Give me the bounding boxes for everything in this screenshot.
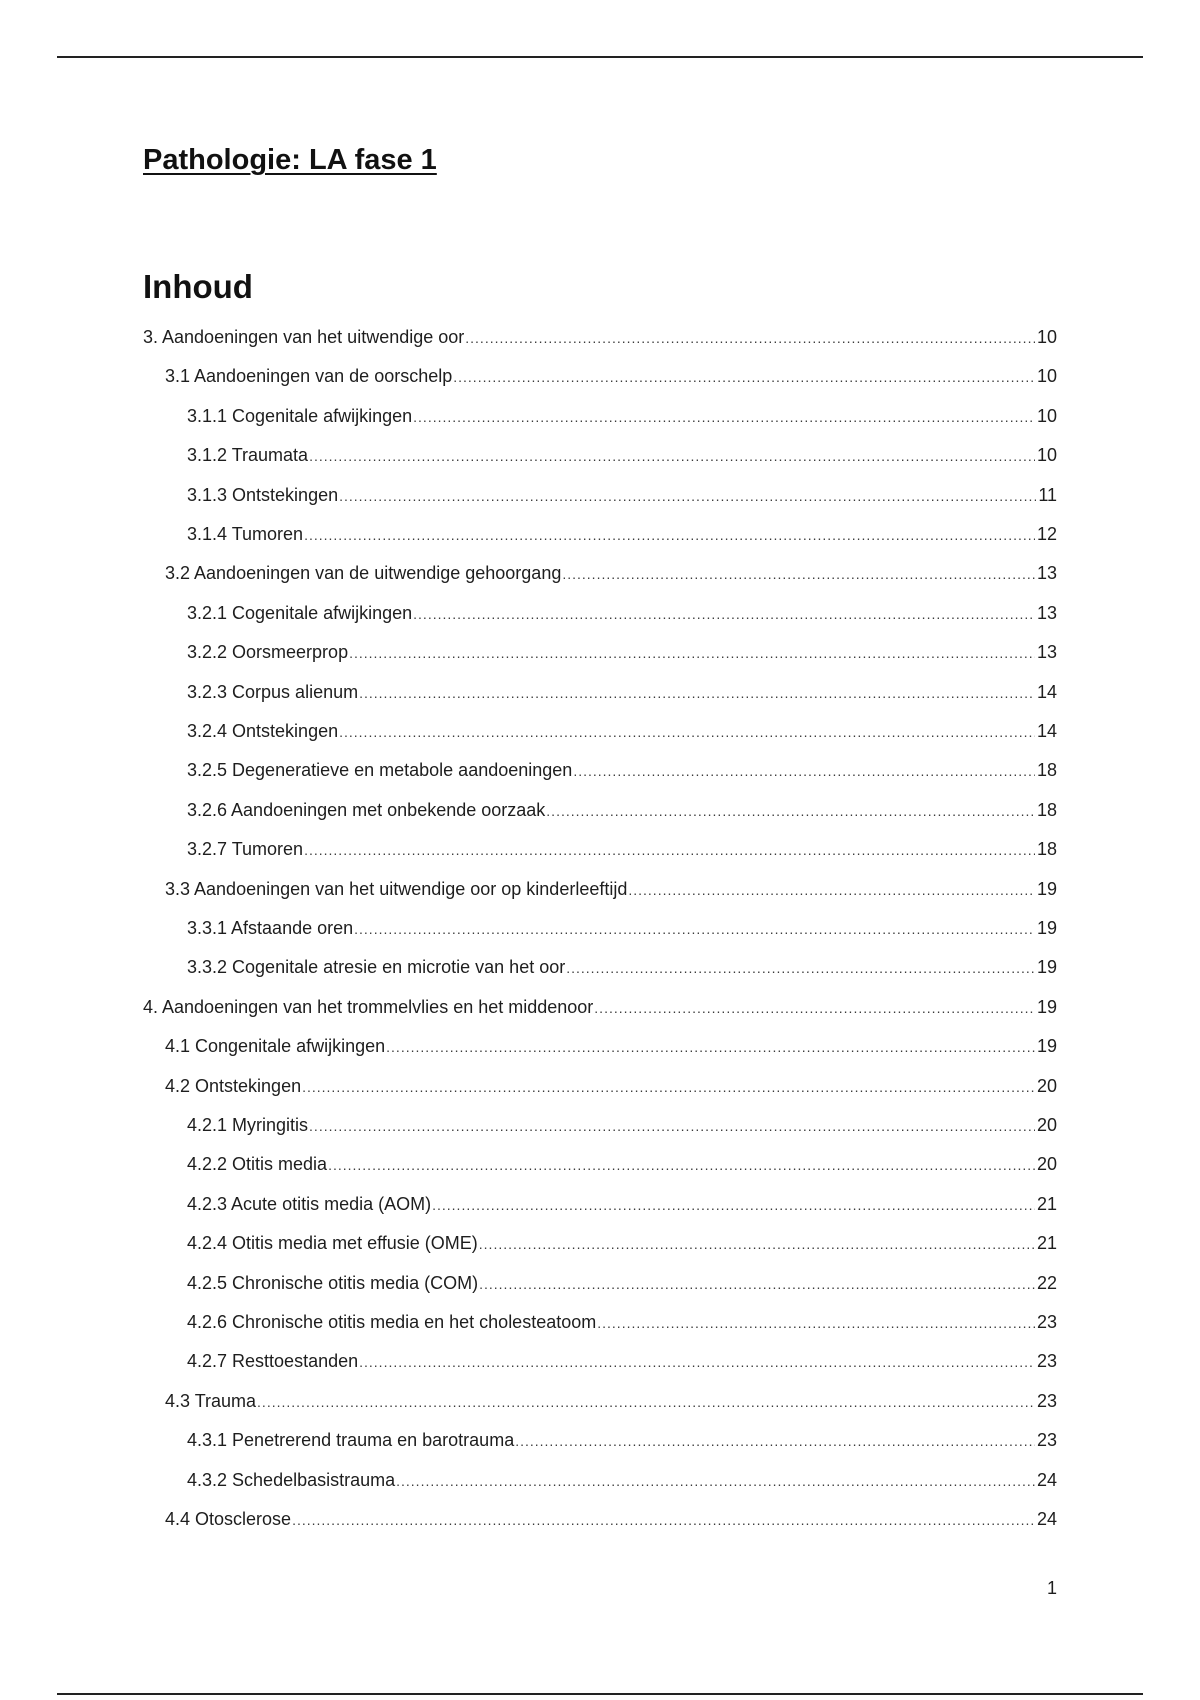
toc-entry-label: 4.3.2 Schedelbasistrauma bbox=[187, 1469, 396, 1490]
toc-entry-label: 3.2.6 Aandoeningen met onbekende oorzaak bbox=[187, 799, 546, 820]
toc-entry[interactable] bbox=[143, 1384, 1057, 1412]
toc-entry[interactable] bbox=[143, 1463, 1057, 1491]
toc-entry-label: 3. Aandoeningen van het uitwendige oor bbox=[143, 327, 465, 347]
toc-entry[interactable] bbox=[143, 596, 1057, 624]
toc-entry-label: 4.2 Ontstekingen bbox=[165, 1075, 302, 1096]
toc-entry[interactable] bbox=[143, 1226, 1057, 1254]
toc-entry-label: 3.1.2 Traumata bbox=[187, 445, 309, 466]
toc-entry-label: 4.3.1 Penetrerend trauma en barotrauma bbox=[187, 1430, 515, 1451]
toc-entry-page: 23 bbox=[1036, 1430, 1057, 1451]
toc-entry-page: 23 bbox=[1036, 1390, 1057, 1411]
toc-entry-page: 13 bbox=[1036, 563, 1057, 584]
toc-dot-leader bbox=[479, 1234, 1035, 1254]
toc-entry[interactable] bbox=[143, 359, 1057, 387]
toc-entry-label: 4.2.7 Resttoestanden bbox=[187, 1351, 359, 1372]
toc-entry-label: 3.2.7 Tumoren bbox=[187, 839, 304, 860]
toc-entry-label: 3.1.3 Ontstekingen bbox=[187, 484, 339, 505]
toc-entry-label: 4.4 Otosclerose bbox=[165, 1509, 292, 1529]
toc-dot-leader bbox=[396, 1471, 1035, 1491]
toc-entry-label: 3.2 Aandoeningen van de uitwendige gehoorgang bbox=[165, 563, 562, 584]
toc-entry-page: 23 bbox=[1036, 1312, 1057, 1332]
toc-entry-label: 4.2.3 Acute otitis media (AOM) bbox=[187, 1193, 432, 1214]
toc-entry-page: 10 bbox=[1036, 327, 1057, 347]
toc-entry[interactable] bbox=[143, 1266, 1057, 1294]
toc-entry[interactable] bbox=[143, 320, 1057, 348]
toc-entry-label: 3.3.2 Cogenitale atresie en microtie van het oor bbox=[187, 957, 566, 978]
toc-entry[interactable] bbox=[143, 556, 1057, 584]
toc-dot-leader bbox=[562, 564, 1035, 584]
toc-dot-leader bbox=[304, 840, 1035, 860]
toc-dot-leader bbox=[359, 1352, 1035, 1372]
toc-entry-label: 3.3.1 Afstaande oren bbox=[187, 918, 354, 938]
toc-entry-page: 14 bbox=[1036, 681, 1057, 702]
toc-entry-page: 24 bbox=[1036, 1509, 1057, 1529]
toc-entry[interactable] bbox=[143, 399, 1057, 427]
toc-entry-page: 20 bbox=[1036, 1075, 1057, 1096]
toc-entry-page: 18 bbox=[1036, 799, 1057, 820]
toc-entry[interactable] bbox=[143, 1344, 1057, 1372]
toc-entry-page: 21 bbox=[1036, 1193, 1057, 1214]
toc-entry-page: 19 bbox=[1036, 878, 1057, 899]
toc-entry-page: 22 bbox=[1036, 1272, 1057, 1293]
toc-entry-page: 18 bbox=[1036, 839, 1057, 860]
toc-entry-label: 4.2.6 Chronische otitis media en het cholesteatoom bbox=[187, 1312, 597, 1332]
toc-entry-page: 14 bbox=[1036, 721, 1057, 741]
toc-dot-leader bbox=[292, 1510, 1035, 1530]
toc-dot-leader bbox=[328, 1155, 1035, 1175]
toc-entry[interactable] bbox=[143, 832, 1057, 860]
toc-entry-page: 11 bbox=[1038, 484, 1057, 505]
toc-entry-label: 4.2.2 Otitis media bbox=[187, 1154, 328, 1175]
toc-dot-leader bbox=[257, 1392, 1035, 1412]
toc-dot-leader bbox=[354, 919, 1035, 939]
toc-entry[interactable] bbox=[143, 990, 1057, 1018]
toc-entry[interactable] bbox=[143, 1305, 1057, 1333]
toc-entry[interactable] bbox=[143, 1187, 1057, 1215]
toc-entry[interactable] bbox=[143, 1108, 1057, 1136]
toc-entry[interactable] bbox=[143, 478, 1057, 506]
toc-entry[interactable] bbox=[143, 911, 1057, 939]
toc-entry-page: 24 bbox=[1036, 1469, 1057, 1490]
toc-entry-page: 19 bbox=[1036, 918, 1057, 938]
toc-entry-label: 3.2.5 Degeneratieve en metabole aandoeningen bbox=[187, 760, 573, 781]
toc-dot-leader bbox=[594, 998, 1035, 1018]
toc-entry-page: 10 bbox=[1036, 405, 1057, 426]
toc-entry-page: 21 bbox=[1036, 1233, 1057, 1254]
toc-dot-leader bbox=[597, 1313, 1035, 1333]
toc-dot-leader bbox=[453, 367, 1035, 387]
toc-dot-leader bbox=[302, 1077, 1035, 1097]
toc-dot-leader bbox=[628, 880, 1035, 900]
toc-entry-page: 12 bbox=[1036, 524, 1057, 544]
toc-entry[interactable] bbox=[143, 1502, 1057, 1530]
page-number: 1 bbox=[1046, 1578, 1057, 1598]
toc-entry[interactable] bbox=[143, 872, 1057, 900]
toc-entry[interactable] bbox=[143, 950, 1057, 978]
toc-entry[interactable] bbox=[143, 753, 1057, 781]
toc-heading: Inhoud bbox=[143, 268, 253, 305]
toc-entry-page: 10 bbox=[1036, 445, 1057, 466]
toc-dot-leader bbox=[349, 643, 1035, 663]
toc-entry-page: 19 bbox=[1036, 957, 1057, 978]
toc-entry[interactable] bbox=[143, 1029, 1057, 1057]
toc-dot-leader bbox=[413, 407, 1035, 427]
toc-dot-leader bbox=[359, 683, 1035, 703]
toc-dot-leader bbox=[339, 486, 1036, 506]
toc-entry[interactable] bbox=[143, 438, 1057, 466]
toc-entry[interactable] bbox=[143, 1069, 1057, 1097]
toc-entry-label: 4.1 Congenitale afwijkingen bbox=[165, 1036, 386, 1057]
toc-entry-page: 13 bbox=[1036, 642, 1057, 663]
toc-entry-label: 4.2.5 Chronische otitis media (COM) bbox=[187, 1272, 479, 1293]
toc-entry[interactable] bbox=[143, 1423, 1057, 1451]
toc-entry-label: 3.1.4 Tumoren bbox=[187, 524, 304, 544]
toc-entry-label: 3.1.1 Cogenitale afwijkingen bbox=[187, 405, 413, 426]
footer-rule bbox=[57, 1693, 1143, 1695]
toc-entry[interactable] bbox=[143, 675, 1057, 703]
toc-entry-page: 20 bbox=[1036, 1154, 1057, 1175]
toc-entry-page: 20 bbox=[1036, 1115, 1057, 1135]
toc-entry-page: 19 bbox=[1036, 1036, 1057, 1057]
toc-dot-leader bbox=[546, 801, 1035, 821]
toc-entry[interactable] bbox=[143, 793, 1057, 821]
toc-entry-label: 3.2.2 Oorsmeerprop bbox=[187, 642, 349, 663]
toc-dot-leader bbox=[309, 1116, 1035, 1136]
toc-dot-leader bbox=[304, 525, 1035, 545]
toc-entry[interactable] bbox=[143, 714, 1057, 742]
toc-dot-leader bbox=[515, 1431, 1035, 1451]
toc-entry-page: 10 bbox=[1036, 366, 1057, 387]
toc-entry-page: 13 bbox=[1036, 602, 1057, 623]
toc-entry-label: 4.3 Trauma bbox=[165, 1390, 257, 1411]
toc-entry-label: 4.2.4 Otitis media met effusie (OME) bbox=[187, 1233, 478, 1254]
toc-entry-label: 3.2.1 Cogenitale afwijkingen bbox=[187, 602, 413, 623]
toc-entry-label: 3.2.3 Corpus alienum bbox=[187, 681, 359, 702]
toc-entry-page: 23 bbox=[1036, 1351, 1057, 1372]
toc-entry[interactable] bbox=[143, 1147, 1057, 1175]
toc-dot-leader bbox=[465, 328, 1035, 348]
toc-entry-label: 3.3 Aandoeningen van het uitwendige oor op kinderleeftijd bbox=[165, 878, 628, 899]
toc-dot-leader bbox=[432, 1195, 1035, 1215]
toc-entry-page: 19 bbox=[1036, 996, 1057, 1017]
toc-entry[interactable] bbox=[143, 635, 1057, 663]
document-title: Pathologie: LA fase 1 bbox=[143, 144, 437, 176]
toc-entry[interactable] bbox=[143, 517, 1057, 545]
toc-entry-label: 3.2.4 Ontstekingen bbox=[187, 721, 339, 741]
header-rule bbox=[57, 56, 1143, 58]
toc-dot-leader bbox=[339, 722, 1035, 742]
toc-dot-leader bbox=[413, 604, 1035, 624]
toc-dot-leader bbox=[309, 446, 1035, 466]
toc-entry-label: 4. Aandoeningen van het trommelvlies en het middenoor bbox=[143, 996, 594, 1017]
toc-dot-leader bbox=[479, 1274, 1035, 1294]
toc-entry-label: 4.2.1 Myringitis bbox=[187, 1115, 309, 1135]
toc-dot-leader bbox=[573, 761, 1035, 781]
toc-entry-label: 3.1 Aandoeningen van de oorschelp bbox=[165, 366, 453, 387]
toc-entry-page: 18 bbox=[1036, 760, 1057, 781]
toc-dot-leader bbox=[566, 958, 1035, 978]
toc-dot-leader bbox=[386, 1037, 1035, 1057]
